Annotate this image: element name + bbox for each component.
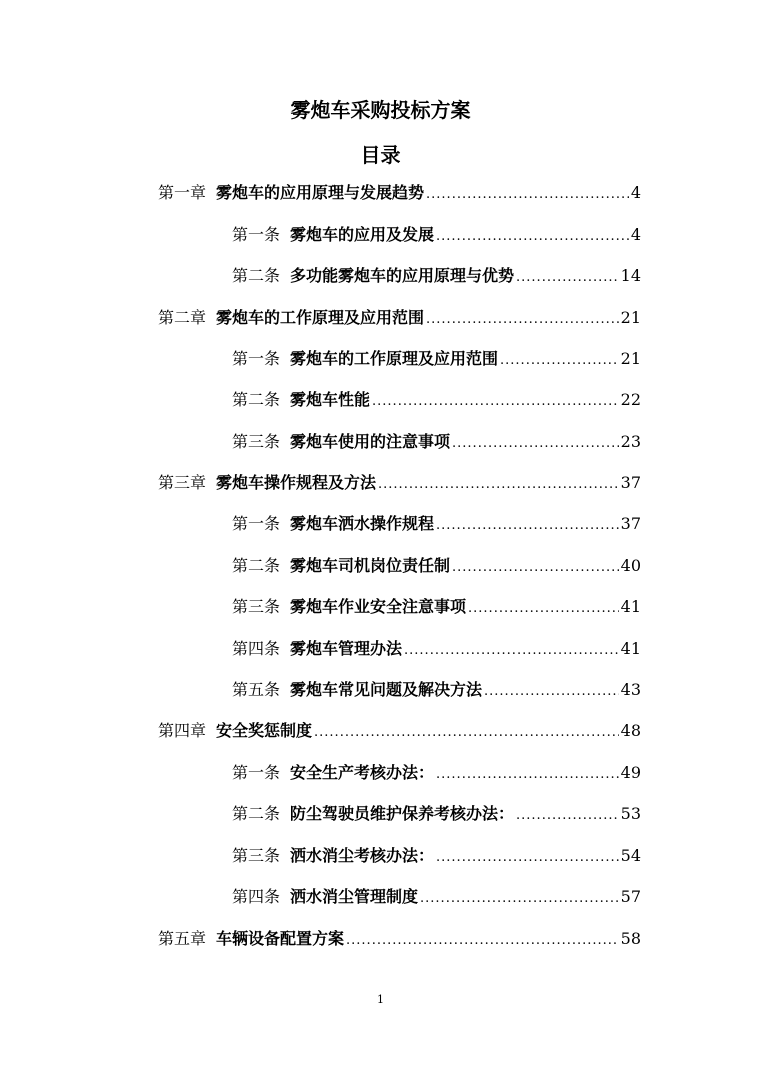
toc-chapter-3[interactable]	[158, 470, 641, 496]
toc-chapter-4[interactable]	[158, 718, 641, 744]
toc-label: 第二条	[232, 390, 281, 409]
toc-label: 第三条	[232, 846, 281, 865]
leader-dots	[436, 762, 619, 788]
leader-dots	[516, 803, 619, 829]
leader-dots	[436, 224, 629, 250]
toc-article[interactable]	[232, 511, 641, 537]
toc-label: 第四条	[232, 639, 281, 658]
leader-dots	[436, 845, 619, 871]
toc-text: 雾炮车的工作原理及应用范围	[216, 308, 425, 327]
toc-article[interactable]	[232, 884, 641, 910]
toc-label: 第一条	[232, 514, 281, 533]
leader-dots	[346, 928, 619, 954]
toc-chapter-5[interactable]	[158, 926, 641, 952]
leader-dots	[404, 638, 619, 664]
toc-label: 第一条	[232, 349, 281, 368]
toc-article[interactable]	[232, 801, 641, 827]
page-number: 1	[377, 993, 384, 1006]
toc-label: 第一章	[158, 183, 207, 202]
toc-article[interactable]	[232, 636, 641, 662]
leader-dots	[452, 431, 619, 457]
leader-dots	[426, 307, 619, 333]
toc-page: 58	[620, 929, 641, 948]
toc-label: 第三条	[232, 432, 281, 451]
toc-text: 洒水消尘考核办法：	[290, 846, 435, 865]
leader-dots	[426, 182, 629, 208]
toc-label: 第二条	[232, 266, 281, 285]
leader-dots	[516, 265, 619, 291]
toc-article[interactable]	[232, 222, 641, 248]
toc-page: 37	[620, 514, 641, 533]
toc-text: 雾炮车的应用原理与发展趋势	[216, 183, 425, 202]
toc-chapter-1[interactable]	[158, 180, 641, 206]
toc-page: 41	[620, 597, 641, 616]
toc-text: 雾炮车使用的注意事项	[290, 432, 451, 451]
toc-page: 57	[620, 887, 641, 906]
leader-dots	[500, 348, 619, 374]
toc-label: 第四条	[232, 887, 281, 906]
toc-label: 第五章	[158, 929, 207, 948]
leader-dots	[436, 513, 619, 539]
toc-text: 雾炮车的应用及发展	[290, 225, 435, 244]
toc-page: 21	[620, 349, 641, 368]
toc-page: 54	[620, 846, 641, 865]
toc-article[interactable]	[232, 594, 641, 620]
toc-page: 4	[630, 225, 641, 244]
toc-text: 雾炮车司机岗位责任制	[290, 556, 451, 575]
leader-dots	[420, 886, 619, 912]
toc-text: 雾炮车的工作原理及应用范围	[290, 349, 499, 368]
toc-text: 多功能雾炮车的应用原理与优势	[290, 266, 515, 285]
toc-page: 53	[620, 804, 641, 823]
toc-heading: 目录	[360, 143, 401, 167]
toc-text: 安全奖惩制度	[216, 721, 313, 740]
document-title: 雾炮车采购投标方案	[290, 98, 471, 122]
toc-page: 49	[620, 763, 641, 782]
toc-label: 第三条	[232, 597, 281, 616]
toc-page: 41	[620, 639, 641, 658]
toc-page: 21	[620, 308, 641, 327]
toc-label: 第一条	[232, 763, 281, 782]
toc-article[interactable]	[232, 429, 641, 455]
toc-label: 第二条	[232, 556, 281, 575]
toc-text: 洒水消尘管理制度	[290, 887, 419, 906]
toc-article[interactable]	[232, 760, 641, 786]
toc-text: 雾炮车作业安全注意事项	[290, 597, 467, 616]
toc-article[interactable]	[232, 677, 641, 703]
toc-article[interactable]	[232, 553, 641, 579]
toc-text: 车辆设备配置方案	[216, 929, 345, 948]
toc-text: 安全生产考核办法：	[290, 763, 435, 782]
leader-dots	[372, 389, 619, 415]
toc-label: 第一条	[232, 225, 281, 244]
toc-article[interactable]	[232, 263, 641, 289]
toc-page: 37	[620, 473, 641, 492]
toc-text: 雾炮车操作规程及方法	[216, 473, 377, 492]
toc-text: 雾炮车洒水操作规程	[290, 514, 435, 533]
toc-label: 第五条	[232, 680, 281, 699]
toc-label: 第四章	[158, 721, 207, 740]
toc-page: 48	[620, 721, 641, 740]
toc-text: 防尘驾驶员维护保养考核办法：	[290, 804, 515, 823]
toc-text: 雾炮车性能	[290, 390, 371, 409]
toc-label: 第三章	[158, 473, 207, 492]
leader-dots	[484, 679, 619, 705]
toc-article[interactable]	[232, 387, 641, 413]
toc-page: 4	[630, 183, 641, 202]
leader-dots	[452, 555, 619, 581]
leader-dots	[378, 472, 619, 498]
toc-page: 43	[620, 680, 641, 699]
toc-chapter-2[interactable]	[158, 305, 641, 331]
toc-page: 22	[620, 390, 641, 409]
toc-page: 40	[620, 556, 641, 575]
toc-article[interactable]	[232, 843, 641, 869]
toc-label: 第二章	[158, 308, 207, 327]
toc-text: 雾炮车管理办法	[290, 639, 403, 658]
leader-dots	[314, 720, 619, 746]
toc-page: 23	[620, 432, 641, 451]
toc-label: 第二条	[232, 804, 281, 823]
toc-text: 雾炮车常见问题及解决方法	[290, 680, 483, 699]
leader-dots	[468, 596, 619, 622]
toc-page: 14	[620, 266, 641, 285]
toc-article[interactable]	[232, 346, 641, 372]
